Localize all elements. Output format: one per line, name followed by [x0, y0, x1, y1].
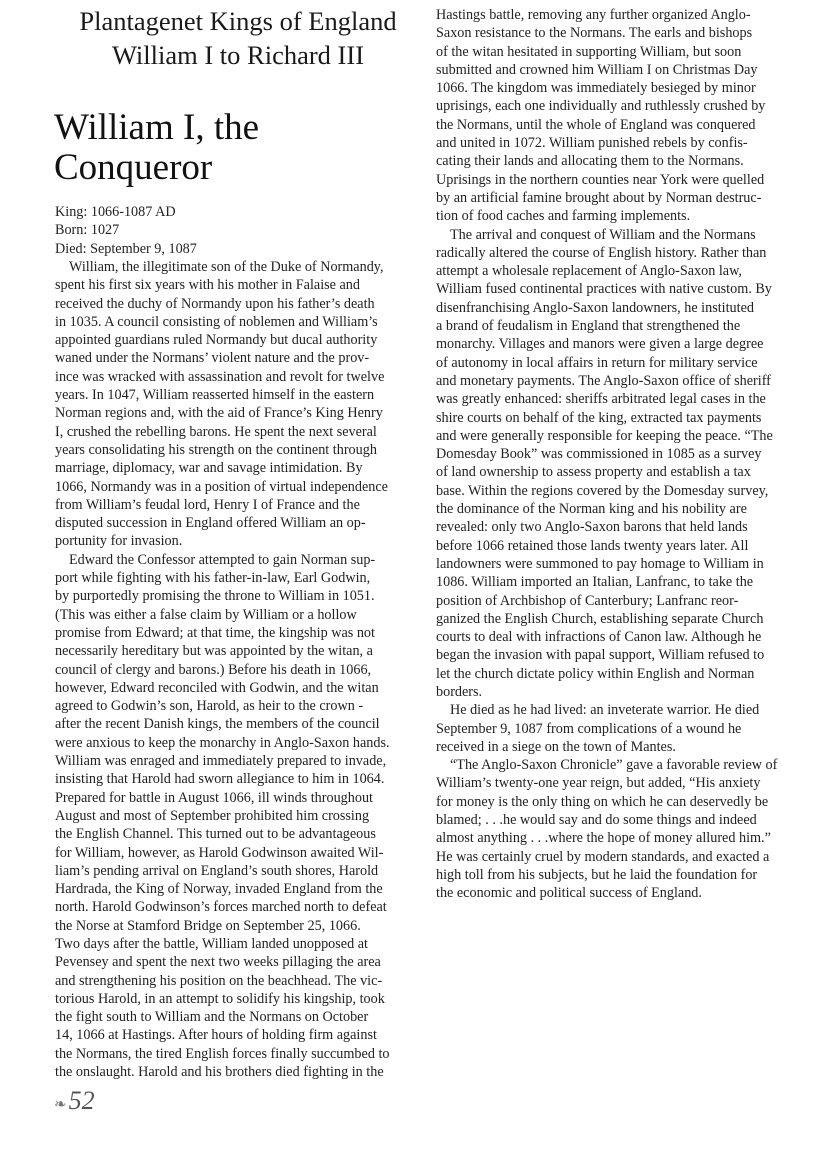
text-line: Norman regions and, with the aid of France’s King Henry [55, 405, 383, 422]
text-line: I, crushed the rebelling barons. He spent the next several [55, 423, 377, 440]
text-line: in 1035. A council consisting of noblemen and William’s [55, 313, 378, 330]
text-line: Domesday Book” was commissioned in 1085 as a survey [436, 446, 762, 463]
text-line: landowners were summoned to pay homage to William in [436, 555, 764, 572]
text-line: disenfranchising Anglo-Saxon landowners, he instituted [436, 299, 754, 316]
text-line: and strengthening his position on the beachhead. The vic- [55, 972, 383, 989]
text-line: of land ownership to assess property and establish a tax [436, 464, 751, 481]
reign-facts [55, 203, 197, 258]
text-line: September 9, 1087 from complications of a wound he [436, 720, 742, 737]
text-line: necessarily hereditary but was appointed by the witan, a [55, 643, 373, 660]
page-number: 52 [68, 1086, 95, 1115]
text-line: the fight south to William and the Normans on October [55, 1009, 369, 1026]
text-line: attempt a wholesale replacement of Anglo-Saxon law, [436, 263, 742, 280]
text-line: of autonomy in local affairs in return for military service [436, 354, 758, 371]
text-line: agreed to Godwin’s son, Harold, as heir to the crown - [55, 698, 364, 715]
text-line: disputed succession in England offered William an op- [55, 515, 366, 532]
text-line: William, the illegitimate son of the Duke of Normandy, [69, 259, 384, 275]
text-line: ince was wracked with assassination and revolt for twelve [55, 368, 385, 385]
text-line: 14, 1066 at Hastings. After hours of holding firm against [55, 1027, 377, 1044]
text-line: were anxious to keep the monarchy in Anglo-Saxon hands. [55, 734, 390, 751]
text-line: He was certainly cruel by modern standards, and exacted a [436, 848, 770, 865]
text-line: waned under the Normans’ violent nature and the prov- [55, 350, 370, 367]
text-line: radically altered the course of English history. Rather than [436, 244, 767, 261]
text-line: William’s twenty-one year reign, but added, “His anxiety [436, 775, 761, 792]
text-line: and united in 1072. William punished rebels by confis- [436, 135, 748, 152]
text-line: port while fighting with his father-in-law, Earl Godwin, [55, 570, 371, 587]
text-line: William fused continental practices with native custom. By [436, 281, 772, 298]
text-line: of the witan hesitated in supporting William, but soon [436, 43, 742, 60]
text-line: torious Harold, in an attempt to solidify his kingship, took [55, 990, 385, 1007]
text-line: ganized the English Church, establishing separate Church [436, 610, 764, 627]
text-line: liam’s pending arrival on England’s south shores, Harold [55, 862, 379, 879]
text-line: appointed guardians ruled Normandy but ducal authority [55, 332, 378, 349]
book-title [54, 4, 422, 72]
text-line: 1066, Normandy was in a position of virtual independence [55, 478, 388, 495]
text-line: “The Anglo-Saxon Chronicle” gave a favorable review of [450, 757, 778, 774]
text-line: almost anything . . .where the hope of money allured him.” [436, 830, 771, 847]
text-line: the Normans, until the whole of England was conquered [436, 116, 756, 133]
text-line: before 1066 retained those lands twenty years later. All [436, 537, 749, 554]
text-line: Hastings battle, removing any further organized Anglo- [436, 7, 751, 23]
text-line: The arrival and conquest of William and the Normans [450, 226, 756, 243]
text-line: and were generally responsible for keeping the peace. “The [436, 427, 773, 444]
text-line: blamed; . . .he would say and do some things and indeed [436, 812, 757, 829]
text-line: the Norse at Stamford Bridge on September 25, 1066. [55, 917, 361, 934]
text-line: the onslaught. Harold and his brothers died fighting in the [55, 1064, 384, 1081]
text-line: by an artificial famine brought about by Norman destruc- [436, 189, 762, 206]
text-line: 1066. The kingdom was immediately besieged by minor [436, 80, 756, 97]
fleuron-icon: ❧ [54, 1097, 67, 1113]
text-line: revealed: only two Anglo-Saxon barons that held lands [436, 519, 748, 536]
text-line: received the duchy of Normandy upon his father’s death [55, 295, 375, 312]
chapter-title [54, 108, 424, 188]
text-line: base. Within the regions covered by the Domesday survey, [436, 482, 769, 499]
book-title-line-2: William I to Richard III [111, 40, 365, 70]
text-line: marriage, diplomacy, war and savage intimidation. By [55, 460, 363, 477]
text-line: cating their lands and allocating them to the Normans. [436, 153, 744, 170]
text-line: years consolidating his strength on the continent through [55, 441, 377, 458]
text-line: borders. [436, 683, 483, 700]
text-line: high toll from his subjects, but he laid the foundation for [436, 866, 758, 883]
text-line: by purportedly promising the throne to William in 1051. [55, 588, 375, 605]
fact-died: Died: September 9, 1087 [55, 240, 197, 257]
text-line: the Normans, the tired English forces finally succumbed to [55, 1045, 390, 1062]
fact-born: Born: 1027 [55, 222, 120, 239]
text-line: however, Edward reconciled with Godwin, and the witan [55, 679, 379, 696]
text-line: Hardrada, the King of Norway, invaded England from the [55, 881, 383, 898]
text-line: for money is the only thing on which he can deservedly be [436, 793, 769, 810]
text-line: position of Archbishop of Canterbury; Lanfranc reor- [436, 592, 739, 609]
text-line: 1086. William imported an Italian, Lanfranc, to take the [436, 574, 754, 591]
text-line: tion of food caches and farming implements. [436, 208, 691, 225]
text-line: years. In 1047, William reasserted himself in the eastern [55, 387, 375, 404]
text-line: for William, however, as Harold Godwinson awaited Wil- [55, 844, 384, 861]
text-line: Edward the Confessor attempted to gain Norman sup- [69, 551, 376, 568]
fact-reign: King: 1066-1087 AD [55, 204, 176, 220]
page-footer [54, 1086, 95, 1120]
body-column-left [55, 258, 390, 1081]
chapter-title-line-2: Conqueror [54, 147, 213, 188]
text-line: submitted and crowned him William I on Christmas Day [436, 61, 758, 78]
text-line: received in a siege on the town of Mantes. [436, 738, 676, 755]
text-line: He died as he had lived: an inveterate warrior. He died [450, 702, 760, 719]
chapter-title-line-1: William I, the [54, 107, 260, 148]
text-line: spent his first six years with his mother in Falaise and [55, 277, 360, 294]
text-line: a brand of feudalism in England that strengthened the [436, 318, 741, 335]
text-line: let the church dictate policy within English and Norman [436, 665, 755, 682]
text-line: began the invasion with papal support, William refused to [436, 647, 765, 664]
text-line: courts to deal with infractions of Canon law. Although he [436, 629, 762, 646]
text-line: shire courts on behalf of the king, extracted tax payments [436, 409, 762, 426]
text-line: north. Harold Godwinson’s forces marched north to defeat [55, 899, 387, 916]
text-line: after the recent Danish kings, the members of the council [55, 716, 380, 733]
body-column-right [436, 6, 777, 903]
text-line: uprisings, each one individually and ruthlessly crushed by [436, 98, 766, 115]
text-line: the economic and political success of England. [436, 885, 702, 902]
text-line: Pevensey and spent the next two weeks pillaging the area [55, 954, 381, 971]
text-line: insisting that Harold had sworn allegiance to him in 1064. [55, 771, 385, 788]
text-line: Two days after the battle, William landed unopposed at [55, 935, 368, 952]
text-line: Saxon resistance to the Normans. The earls and bishops [436, 25, 753, 42]
text-line: the English Channel. This turned out to be advantageous [55, 826, 376, 843]
text-line: August and most of September prohibited him crossing [55, 807, 370, 824]
text-line: portunity for invasion. [55, 533, 183, 550]
text-line: was greatly enhanced: sheriffs arbitrated legal cases in the [436, 391, 766, 408]
text-line: the dominance of the Norman king and his nobility are [436, 501, 747, 518]
text-line: Uprisings in the northern counties near York were quelled [436, 171, 765, 188]
text-line: Prepared for battle in August 1066, ill winds throughout [55, 789, 373, 806]
text-line: council of clergy and barons.) Before his death in 1066, [55, 661, 372, 678]
text-line: from William’s feudal lord, Henry I of France and the [55, 496, 360, 513]
text-line: and monetary payments. The Anglo-Saxon office of sheriff [436, 372, 771, 389]
text-line: William was enraged and immediately prepared to invade, [55, 753, 387, 770]
text-line: monarchy. Villages and manors were given a large degree [436, 336, 764, 353]
text-line: promise from Edward; at that time, the kingship was not [55, 624, 375, 641]
text-line: (This was either a false claim by William or a hollow [55, 606, 357, 623]
book-title-line-1: Plantagenet Kings of England [79, 6, 397, 36]
